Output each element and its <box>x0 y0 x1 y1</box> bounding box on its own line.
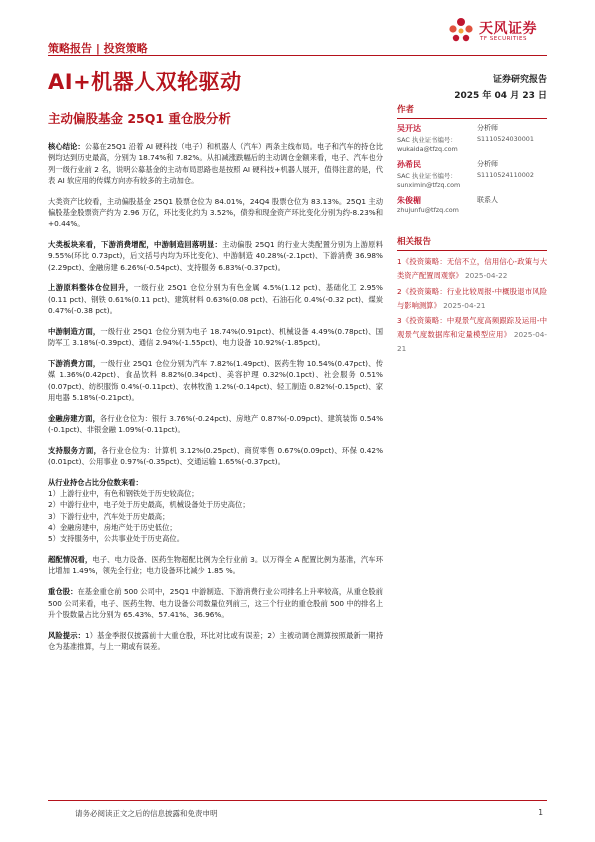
related-report-link[interactable] <box>397 314 547 356</box>
header-divider <box>48 55 547 56</box>
para-text: 在基金重仓前 500 公司中，25Q1 中游制造、下游消费行业公司排名上升率较高，从重仓股前 500 公司来看，电子、医药生物、电力设备公司数量位列前三，这三个行业的重仓股前 500 中的排名上升个股数量占比分别为 65.43%、57.41%、36.96%。 <box>48 587 383 619</box>
related-report-date: 2025-04-22 <box>465 270 508 280</box>
percentile-item: 1）上游行业中，有色和钢铁处于历史较高位； <box>48 489 199 499</box>
para-text: 一级行业 25Q1 仓位分别为汽车 7.82%(1.49pct)、医药生物 10.54%(0.47pct)、传媒 1.36%(0.42pct)、食品饮料 8.82%(0.34pct)、美容护理 0.32%(0.1pct)、社会服务 0.51%(0.07pct)、纺织服饰 0.4%(-0.11pct)、农林牧渔 1.2%(-0.14pct)、轻工制造 0.82%(-0.15pct)、家用电器 5.18%(-0.21pct)。 <box>48 358 384 402</box>
related-report-title[interactable]: 3《投资策略：中观景气度高频跟踪及运用-中观景气度数据库和定量模型应用》 <box>397 316 547 340</box>
page-subtitle: 主动偏股基金 25Q1 重仓股分析 <box>48 111 231 126</box>
para-label: 超配情况看， <box>48 555 93 565</box>
author-sac-label: SAC 执业证书编号： <box>397 136 457 144</box>
para-text: 一级行业 25Q1 仓位分别为电子 18.74%(0.91pct)、机械设备 4.49%(0.78pct)、国防军工 3.18%(-0.39pct)、通信 2.94%(-1.55pct)、电力设备 10.92%(-1.85pct)。 <box>48 326 384 348</box>
para-text: 电子、电力设备、医药生物超配比例为全行业前 3。以万得全 A 配置比例为基准，汽车环比增加 1.49%，领先全行业；电力设备环比减少 1.85 %。 <box>48 555 384 576</box>
percentile-paragraph <box>48 477 383 545</box>
author-email[interactable]: wukaida@tfzq.com <box>397 145 458 153</box>
overweight-paragraph <box>48 554 383 577</box>
footer-divider <box>48 800 547 801</box>
percentile-item: 2）中游行业中，电子处于历史最高，机械设备处于历史高位； <box>48 500 250 510</box>
sector-allocation-paragraph <box>48 239 383 273</box>
para-text: 1）基金季报仅披露前十大重仓股，环比对比或有误差；2）主被动调仓测算按照最新一期持仓为基准推算，与上一期或有误差。 <box>48 630 383 651</box>
para-label: 金融房建方面， <box>48 413 100 423</box>
para-label: 上游原料整体仓位回升， <box>48 283 134 293</box>
author-sac-label: SAC 执业证书编号： <box>397 172 457 180</box>
authors-heading: 作者 <box>397 103 547 119</box>
author-card <box>397 123 547 158</box>
tf-securities-logo <box>447 16 557 50</box>
para-label: 从行业持仓占比分位数来看： <box>48 477 143 487</box>
related-report-date: 2025-04-21 <box>397 330 547 354</box>
core-conclusion-paragraph <box>48 141 383 186</box>
para-text: 公募在25Q1 沿着 AI 硬科技（电子）和机器人（汽车）两条主线布局。电子和汽车的持仓比例均达到历史最高，分别为 18.74%和 7.82%。从扣减涨跌幅后的主动调仓金额来看，电子、汽车也分列一级行业前 2 名，说明公募基金的主动布局思路也是按照 AI 硬科技+机器人展开，值得注意的是，代表 AI 软应用的传媒方向亦有较多的主动加仓。 <box>48 142 384 185</box>
tf-logo-mark-icon <box>447 16 475 44</box>
page-title: AI+机器人双轮驱动 <box>48 70 242 94</box>
percentile-item: 5）支持服务中，公共事业处于历史高位。 <box>48 534 184 544</box>
percentile-item: 4）金融房建中，房地产处于历史低位； <box>48 523 177 533</box>
para-text: 主动偏股 25Q1 的行业大类配置分别为上游原料 9.55%(环比 0.73pct)，后文括号内均为环比变化)、中游制造 40.28%(-2.1pct)、下游消费 36.98%(2.29pct)、金融房建 6.26%(-0.54pct)、支持服务 6.83%(-0.37pct)。 <box>48 240 384 272</box>
downstream-paragraph <box>48 358 383 403</box>
report-date: 2025 年 04 月 23 日 <box>454 91 547 101</box>
author-sac-number: S1110524030001 <box>477 135 534 143</box>
related-report-title[interactable]: 2《投资策略：行业比较周报-中概股退市风险与影响测算》 <box>397 286 547 310</box>
related-reports-heading: 相关报告 <box>397 235 547 251</box>
report-type: 证券研究报告 <box>492 75 547 85</box>
upstream-paragraph <box>48 282 383 316</box>
para-label: 核心结论： <box>48 142 85 151</box>
logo-text-en: TF SECURITIES <box>480 36 527 42</box>
report-body <box>48 141 383 662</box>
related-report-title[interactable]: 1《投资策略：无信不立，信用信心-政策与大类资产配置周观察》 <box>397 257 547 280</box>
para-text: 各行业仓位为：计算机 3.12%(0.25pct)、商贸零售 0.67%(0.09pct)、环保 0.42%(0.01pct)、公用事业 0.97%(-0.35pct)、交通运输 1.65%(-0.37pct)。 <box>48 445 384 467</box>
para-label: 中游制造方面， <box>48 326 101 336</box>
asset-class-paragraph <box>48 196 383 230</box>
support-services-paragraph <box>48 445 383 468</box>
finance-realestate-paragraph <box>48 413 383 436</box>
para-label: 支持服务方面， <box>48 445 102 455</box>
para-text: 大类资产比较看，主动偏股基金 25Q1 股票仓位为 84.01%，24Q4 股票仓位为 83.13%。25Q1 主动偏股基金股票资产约为 2.96 万亿，环比变化约为 3.52%，债券和现金资产环比变化分别为约-8.23%和+0.44%。 <box>48 196 383 229</box>
author-email[interactable]: sunximin@tfzq.com <box>397 181 461 189</box>
para-label: 下游消费方面， <box>48 358 101 368</box>
author-role: 分析师 <box>477 160 498 168</box>
author-name: 朱俊楣 <box>397 196 421 205</box>
para-text: 一级行业 25Q1 仓位分别为有色金属 4.5%(1.12 pct)、基础化工 2.95%(0.11 pct)、钢铁 0.61%(0.11 pct)、建筑材料 0.63%(0.08 pct)、石油石化 0.4%(-0.32 pct)、煤炭 0.47%(-0.38 pct)。 <box>48 283 383 316</box>
risk-warning-paragraph <box>48 630 383 653</box>
related-report-link[interactable] <box>397 255 547 283</box>
related-report-date: 2025-04-21 <box>443 300 486 310</box>
midstream-paragraph <box>48 326 383 349</box>
author-role: 联系人 <box>477 196 498 204</box>
logo-text-cn: 天风证券 <box>479 21 537 37</box>
author-card <box>397 159 547 194</box>
percentile-item: 3）下游行业中，汽车处于历史最高； <box>48 511 170 521</box>
para-label: 风险提示： <box>48 630 86 640</box>
author-name: 孙希民 <box>397 160 421 169</box>
para-label: 重仓股： <box>48 587 78 597</box>
para-label: 大类板块来看，下游消费增配，中游制造回落明显： <box>48 240 223 250</box>
page-number: 1 <box>538 808 543 817</box>
author-name: 吴开达 <box>397 124 421 133</box>
report-category: 策略报告 | 投资策略 <box>48 42 148 55</box>
related-report-link[interactable] <box>397 285 547 313</box>
author-card <box>397 195 547 221</box>
top-holdings-paragraph <box>48 586 383 620</box>
para-text: 各行业仓位为：银行 3.76%(-0.24pct)、房地产 0.87%(-0.09pct)、建筑装饰 0.54%(-0.1pct)、非银金融 1.09%(-0.11pct)。 <box>48 413 384 434</box>
sidebar <box>397 103 547 358</box>
author-role: 分析师 <box>477 124 498 132</box>
footer-disclaimer: 请务必阅读正文之后的信息披露和免责申明 <box>75 809 218 818</box>
author-sac-number: S1110524110002 <box>477 171 534 179</box>
author-email[interactable]: zhujunfu@tfzq.com <box>397 206 459 214</box>
